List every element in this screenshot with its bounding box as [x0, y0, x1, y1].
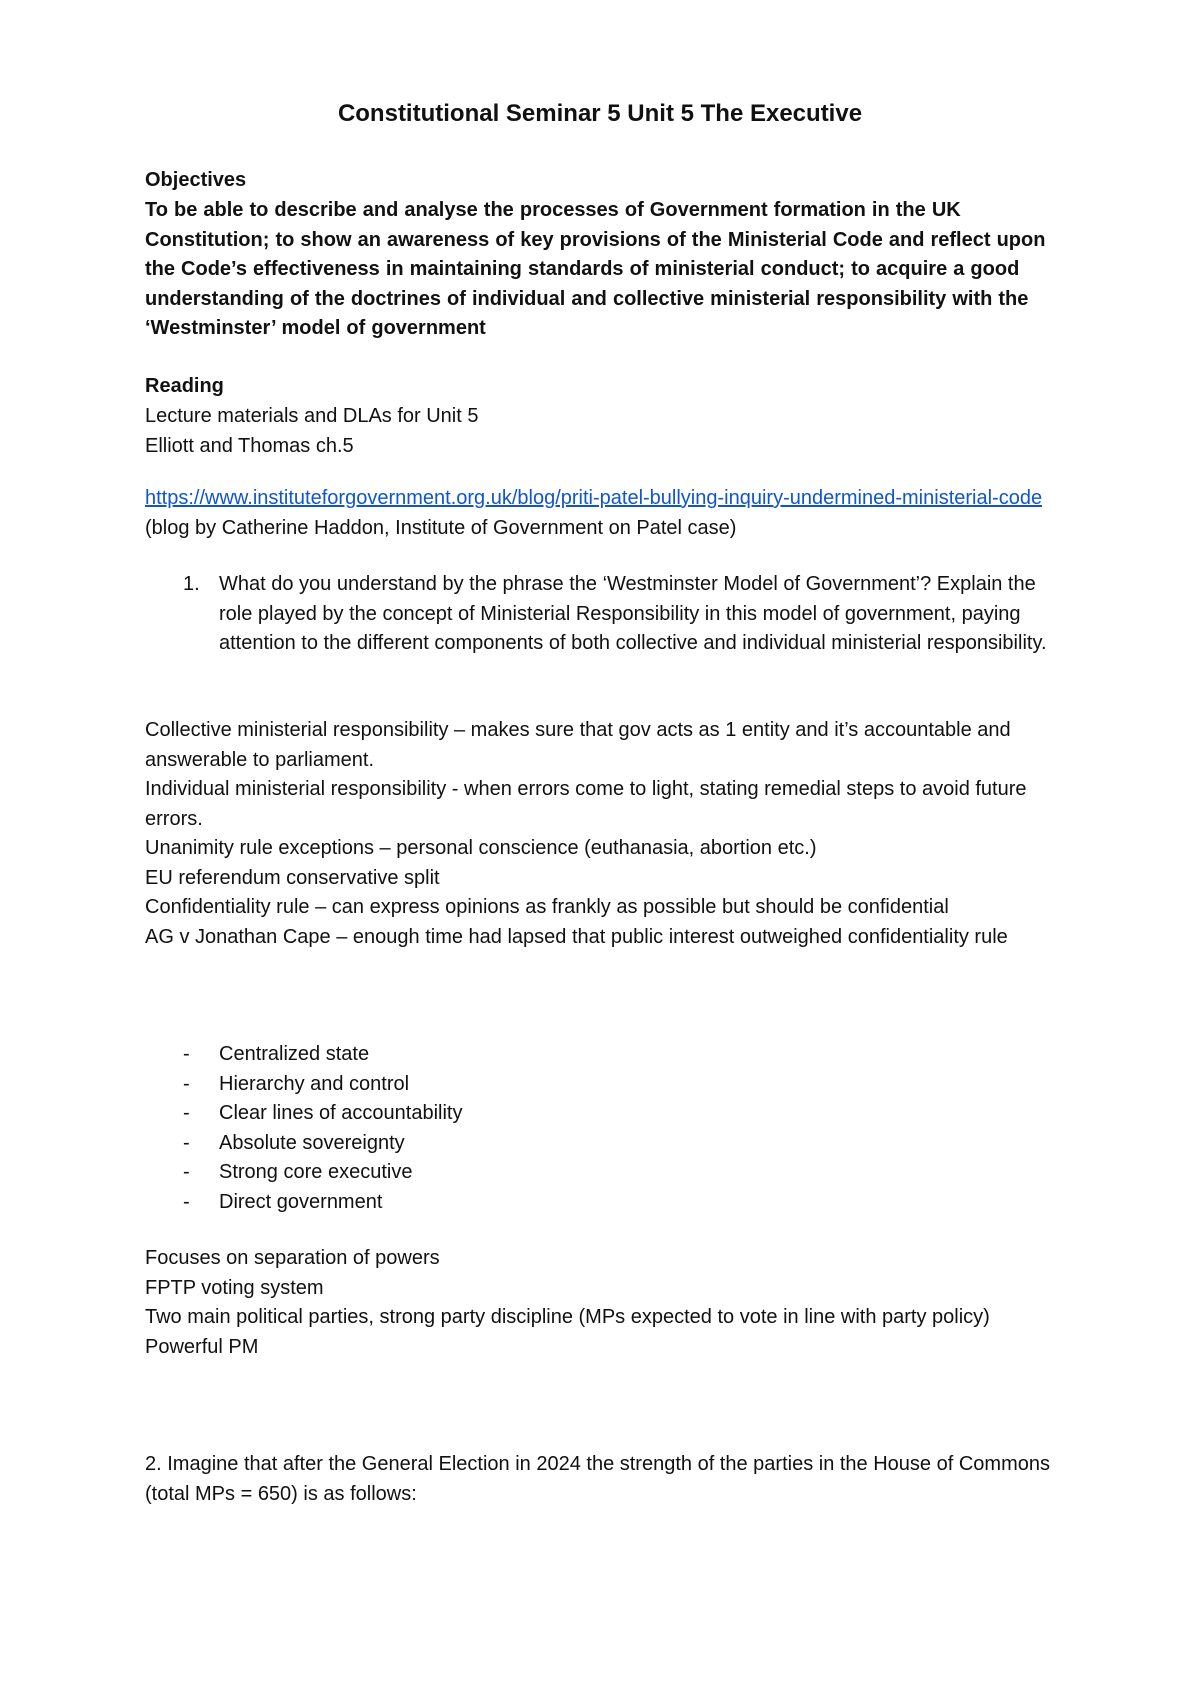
blog-link-note: (blog by Catherine Haddon, Institute of Government on Patel case)	[145, 516, 737, 539]
list-item	[183, 1158, 462, 1188]
note-line: Collective ministerial responsibility – makes sure that gov acts as 1 entity and it’s accountable and answerable to parliament.	[145, 719, 1011, 771]
list-item-text: Hierarchy and control	[219, 1072, 410, 1095]
reading-item: Elliott and Thomas ch.5	[145, 434, 354, 457]
reading-list	[145, 402, 1065, 461]
bullet-marker: -	[183, 1072, 190, 1095]
list-item-text: Direct government	[219, 1190, 383, 1213]
reading-link-paragraph	[145, 484, 1065, 543]
note-line: Individual ministerial responsibility - when errors come to light, stating remedial steps to avoid future errors.	[145, 778, 1027, 830]
question-1	[183, 570, 1063, 659]
bullet-marker: -	[183, 1131, 190, 1154]
westminster-features-list	[183, 1040, 462, 1217]
bullet-marker: -	[183, 1161, 190, 1183]
page-title: Constitutional Seminar 5 Unit 5 The Executive	[337, 100, 863, 127]
objectives-heading: Objectives	[145, 169, 247, 191]
bullet-marker: -	[183, 1102, 190, 1124]
question-1-number: 1.	[183, 573, 200, 595]
list-item	[183, 1188, 462, 1218]
list-item-text: Strong core executive	[219, 1161, 413, 1183]
note-line: EU referendum conservative split	[145, 866, 440, 889]
reading-item: Lecture materials and DLAs for Unit 5	[145, 405, 479, 427]
note-line: AG v Jonathan Cape – enough time had lapsed that public interest outweighed confidentiality rule	[145, 925, 1008, 948]
list-item-text: Clear lines of accountability	[219, 1102, 463, 1124]
list-item-text: Centralized state	[219, 1043, 370, 1065]
note-line: FPTP voting system	[145, 1276, 324, 1299]
note-line: Powerful PM	[145, 1335, 259, 1358]
objectives-text: To be able to describe and analyse the processes of Government formation in the UK Constitution; to show an awareness of key provisions of the Ministerial Code and reflect upon the Code’s effectiveness in maintaining standards of ministerial conduct; to acquire a good understanding of the doctrines of individual and collective ministerial responsibility with the ‘Westminster’ model of government	[145, 199, 1046, 339]
note-line: Confidentiality rule – can express opinions as frankly as possible but should be confidential	[145, 896, 949, 918]
responsibility-notes	[145, 716, 1065, 952]
question-2: 2. Imagine that after the General Election in 2024 the strength of the parties in the House of Commons (total MPs = 650) is as follows:	[145, 1453, 1050, 1505]
bullet-marker: -	[183, 1190, 190, 1213]
westminster-notes	[145, 1244, 1065, 1362]
list-item	[183, 1099, 462, 1129]
note-line: Focuses on separation of powers	[145, 1247, 440, 1269]
note-line: Two main political parties, strong party discipline (MPs expected to vote in line with party policy)	[145, 1306, 990, 1328]
list-item-text: Absolute sovereignty	[219, 1131, 405, 1154]
note-line: Unanimity rule exceptions – personal conscience (euthanasia, abortion etc.)	[145, 837, 817, 859]
list-item	[183, 1070, 462, 1100]
list-item	[183, 1040, 462, 1070]
question-1-text: What do you understand by the phrase the ‘Westminster Model of Government’? Explain the role played by the concept of Ministerial Responsibility in this model of government, paying attention to the different components of both collective and individual ministerial responsibility.	[219, 573, 1047, 654]
reading-heading: Reading	[145, 375, 224, 397]
blog-link[interactable]: https://www.instituteforgovernment.org.uk/blog/priti-patel-bullying-inquiry-undermined-ministerial-code	[145, 487, 1043, 509]
list-item	[183, 1129, 462, 1159]
bullet-marker: -	[183, 1043, 190, 1065]
